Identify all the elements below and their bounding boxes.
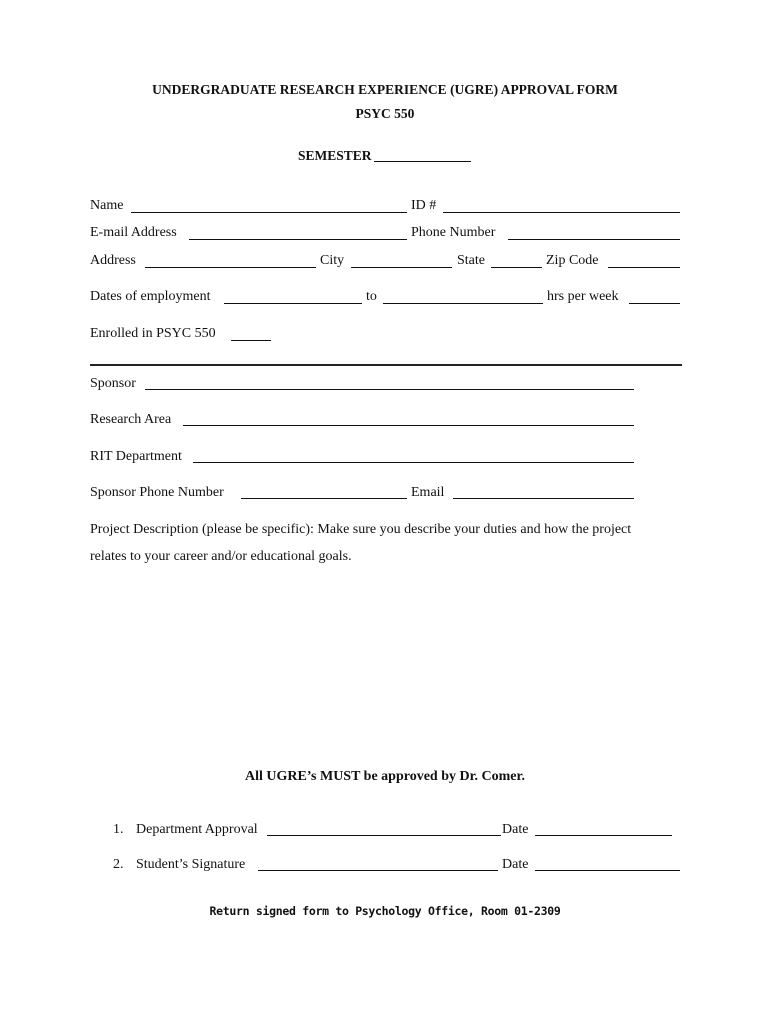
student-signature-label: Student’s Signature [136, 857, 246, 872]
sponsor-email-field[interactable] [453, 498, 634, 499]
semester-label: SEMESTER [298, 148, 372, 163]
research-area-label: Research Area [90, 412, 172, 427]
phone-field[interactable] [508, 239, 680, 240]
project-description-line2: relates to your career and/or educational goals. [90, 549, 352, 564]
start-date-field[interactable] [224, 303, 362, 304]
sponsor-phone-label: Sponsor Phone Number [90, 485, 224, 500]
department-label: RIT Department [90, 449, 182, 464]
state-label: State [457, 253, 485, 268]
sponsor-phone-field[interactable] [241, 498, 407, 499]
name-field[interactable] [131, 212, 407, 213]
enrolled-field[interactable] [231, 340, 271, 341]
id-field[interactable] [443, 212, 680, 213]
zip-field[interactable] [608, 267, 680, 268]
hours-label: hrs per week [547, 289, 619, 304]
project-description-line1: Project Description (please be specific): Make sure you describe your duties and how the project [90, 522, 632, 537]
item2-number: 2. [113, 857, 124, 872]
state-field[interactable] [491, 267, 542, 268]
dates-label: Dates of employment [90, 289, 211, 304]
research-area-field[interactable] [183, 425, 634, 426]
section-divider [90, 364, 682, 366]
item1-date-label: Date [502, 822, 529, 837]
id-label: ID # [411, 198, 437, 213]
form-title: UNDERGRADUATE RESEARCH EXPERIENCE (UGRE) APPROVAL FORM [152, 82, 618, 97]
item2-date-label: Date [502, 857, 529, 872]
item2-date-field[interactable] [535, 870, 680, 871]
city-field[interactable] [351, 267, 452, 268]
name-label: Name [90, 198, 124, 213]
hours-field[interactable] [629, 303, 680, 304]
student-signature-field[interactable] [258, 870, 498, 871]
to-label: to [366, 289, 377, 304]
address-field[interactable] [145, 267, 316, 268]
email-label: E-mail Address [90, 225, 177, 240]
department-approval-label: Department Approval [136, 822, 258, 837]
city-label: City [320, 253, 345, 268]
enrolled-label: Enrolled in PSYC 550 [90, 326, 216, 341]
semester-field[interactable] [374, 161, 471, 162]
sponsor-label: Sponsor [90, 376, 136, 391]
return-instructions: Return signed form to Psychology Office, Room 01-2309 [209, 904, 561, 918]
item1-date-field[interactable] [535, 835, 672, 836]
end-date-field[interactable] [383, 303, 543, 304]
project-description-area[interactable] [90, 572, 682, 752]
phone-label: Phone Number [411, 225, 496, 240]
address-label: Address [90, 253, 136, 268]
zip-label: Zip Code [546, 253, 599, 268]
course-code: PSYC 550 [355, 106, 415, 121]
approval-notice: All UGRE’s MUST be approved by Dr. Comer. [245, 769, 525, 784]
department-approval-field[interactable] [267, 835, 501, 836]
email-field[interactable] [189, 239, 407, 240]
department-field[interactable] [193, 462, 634, 463]
item1-number: 1. [113, 822, 124, 837]
sponsor-field[interactable] [145, 389, 634, 390]
sponsor-email-label: Email [411, 485, 445, 500]
